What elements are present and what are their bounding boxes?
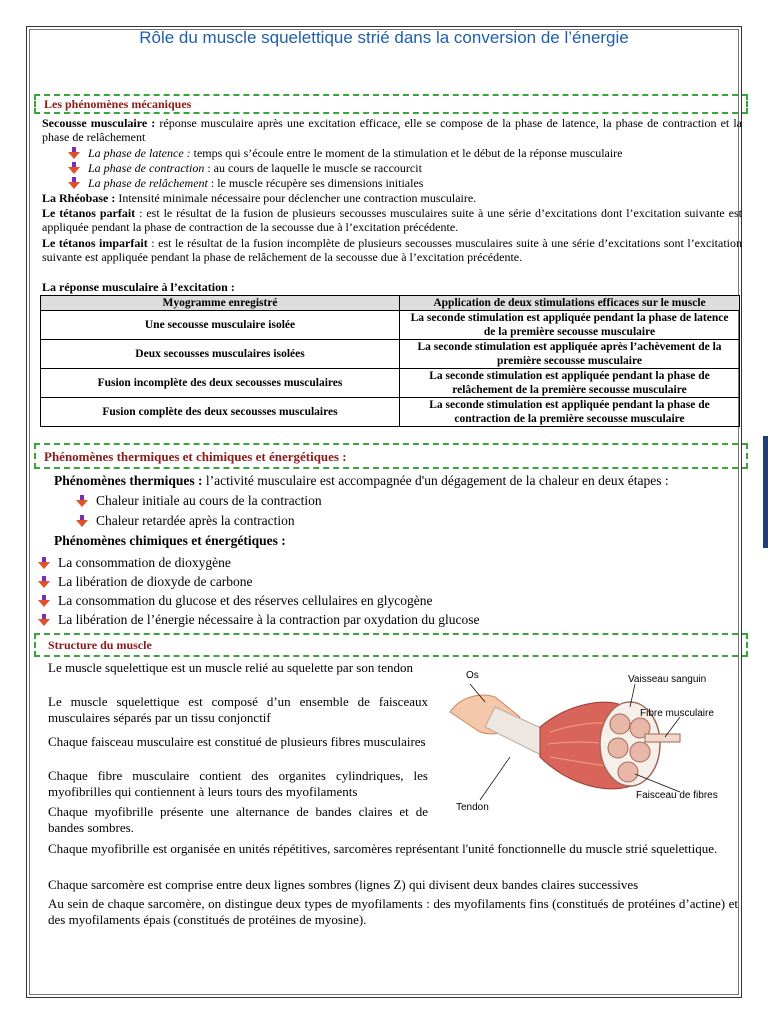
chimique-item: La libération de dioxyde de carbone bbox=[38, 574, 253, 590]
secousse-paragraph bbox=[42, 116, 742, 144]
table-cell: Deux secousses musculaires isolées bbox=[41, 340, 400, 369]
thermique-item: Chaleur retardée après la contraction bbox=[76, 513, 295, 529]
figure-label-faisceau: Faisceau de fibres bbox=[636, 790, 718, 801]
rheobase-paragraph: La Rhéobase : Intensité minimale nécessaire pour déclencher une contraction musculaire. bbox=[42, 191, 477, 205]
fascicle-shape bbox=[630, 742, 650, 762]
tetanos-imparfait-paragraph: Le tétanos imparfait : est le résultat de la fusion incomplète de plusieurs secousses musculaires suite à une série d’excitations sont l’excitation suivante est appliquée pendant la phase de relâchement de la secousse due à l’excitation précédente. bbox=[42, 236, 742, 264]
section-heading-mecanique: Les phénomènes mécaniques bbox=[44, 97, 192, 111]
structure-paragraph: Chaque sarcomère est comprise entre deux lignes sombres (lignes Z) qui divisent deux bandes claires successives bbox=[48, 877, 639, 892]
myogramme-table bbox=[40, 295, 740, 427]
secousse-text: réponse musculaire après une excitation efficace, elle se compose de la phase de latence, la phase de contraction et la phase de relâchement bbox=[42, 116, 742, 144]
fascicle-shape bbox=[610, 714, 630, 734]
arrow-down-icon bbox=[38, 614, 50, 626]
table-cell: La seconde stimulation est appliquée pendant la phase de latence de la première secousse musculaire bbox=[400, 311, 740, 340]
arrow-down-icon bbox=[68, 162, 80, 174]
arrow-down-icon bbox=[38, 595, 50, 607]
table-header-row bbox=[41, 296, 740, 311]
page-title: Rôle du muscle squelettique strié dans la conversion de l’énergie bbox=[139, 28, 629, 47]
fascicle-shape bbox=[608, 738, 628, 758]
leader-line bbox=[480, 757, 510, 800]
structure-paragraph: Chaque faisceau musculaire est constitué de plusieurs fibres musculaires bbox=[48, 734, 426, 749]
arrow-down-icon bbox=[38, 557, 50, 569]
section-heading-structure: Structure du muscle bbox=[48, 638, 152, 652]
structure-paragraph: Le muscle squelettique est un muscle relié au squelette par son tendon bbox=[48, 660, 413, 675]
figure-label-vaisseau: Vaisseau sanguin bbox=[628, 674, 707, 685]
table-row bbox=[41, 340, 740, 369]
arrow-down-icon bbox=[76, 515, 88, 527]
thermique-paragraph: Phénomènes thermiques : l’activité musculaire est accompagnée d'un dégagement de la chaleur en deux étapes : bbox=[54, 473, 669, 488]
figure-label-tendon: Tendon bbox=[456, 802, 489, 813]
table-row bbox=[41, 398, 740, 427]
tetanos-parfait-paragraph: Le tétanos parfait : est le résultat de la fusion de plusieurs secousses musculaires suite à une série d’excitations dont l’excitation suivante est appliquée pendant la phase de contraction de la secousse due à l’excitation précédente. bbox=[42, 206, 742, 234]
structure-paragraph: Au sein de chaque sarcomère, on distingue deux types de myofilaments : des myofilaments fins (constitués de protéines d’actine) et des myofilaments épais (constitués de protéines de myosine). bbox=[48, 896, 738, 927]
phase-item: La phase de relâchement : le muscle récupère ses dimensions initiales bbox=[68, 176, 423, 190]
table-header: Application de deux stimulations efficaces sur le muscle bbox=[400, 296, 740, 311]
chimique-item: La consommation de dioxygène bbox=[38, 555, 231, 571]
table-cell: La seconde stimulation est appliquée après l’achèvement de la première secousse musculaire bbox=[400, 340, 740, 369]
structure-paragraph: Chaque myofibrille est organisée en unités répétitives, sarcomères représentant l'unité fonctionnelle du muscle strié squelettique. bbox=[48, 841, 718, 856]
table-cell: Une secousse musculaire isolée bbox=[41, 311, 400, 340]
table-cell: Fusion incomplète des deux secousses musculaires bbox=[41, 369, 400, 398]
table-cell: La seconde stimulation est appliquée pendant la phase de relâchement de la première secousse musculaire bbox=[400, 369, 740, 398]
phase-item: La phase de contraction : au cours de laquelle le muscle se raccourcit bbox=[68, 161, 422, 175]
structure-paragraph: Chaque fibre musculaire contient des organites cylindriques, les myofibrilles qui contiennent à leurs tours des myofilaments bbox=[48, 768, 428, 799]
chimique-item: La libération de l’énergie nécessaire à la contraction par oxydation du glucose bbox=[38, 612, 479, 628]
table-row bbox=[41, 369, 740, 398]
fiber-shape bbox=[645, 734, 680, 742]
table-cell: Fusion complète des deux secousses musculaires bbox=[41, 398, 400, 427]
phase-item: La phase de latence : temps qui s’écoule entre le moment de la stimulation et le début de la réponse musculaire bbox=[68, 146, 623, 160]
thermique-item: Chaleur initiale au cours de la contraction bbox=[76, 493, 322, 509]
arrow-down-icon bbox=[68, 177, 80, 189]
secousse-label: Secousse musculaire : bbox=[42, 116, 156, 130]
chimique-item: La consommation du glucose et des réserves cellulaires en glycogène bbox=[38, 593, 433, 609]
table-row bbox=[41, 311, 740, 340]
arrow-down-icon bbox=[68, 147, 80, 159]
chimique-heading: Phénomènes chimiques et énergétiques : bbox=[54, 533, 286, 548]
table-header: Myogramme enregistré bbox=[41, 296, 400, 311]
structure-paragraph: Le muscle squelettique est composé d’un ensemble de faisceaux musculaires séparés par un tissu conjonctif bbox=[48, 694, 428, 725]
arrow-down-icon bbox=[38, 576, 50, 588]
structure-paragraph: Chaque myofibrille présente une alternance de bandes claires et de bandes sombres. bbox=[48, 804, 428, 835]
table-cell: La seconde stimulation est appliquée pendant la phase de contraction de la première secousse musculaire bbox=[400, 398, 740, 427]
figure-label-fibre: Fibre musculaire bbox=[640, 708, 714, 719]
arrow-down-icon bbox=[76, 495, 88, 507]
side-marker bbox=[763, 436, 768, 548]
section-heading-thermique: Phénomènes thermiques et chimiques et énergétiques : bbox=[44, 449, 347, 464]
figure-label-os: Os bbox=[466, 670, 479, 681]
reponse-heading: La réponse musculaire à l’excitation : bbox=[42, 280, 235, 294]
fascicle-shape bbox=[618, 762, 638, 782]
